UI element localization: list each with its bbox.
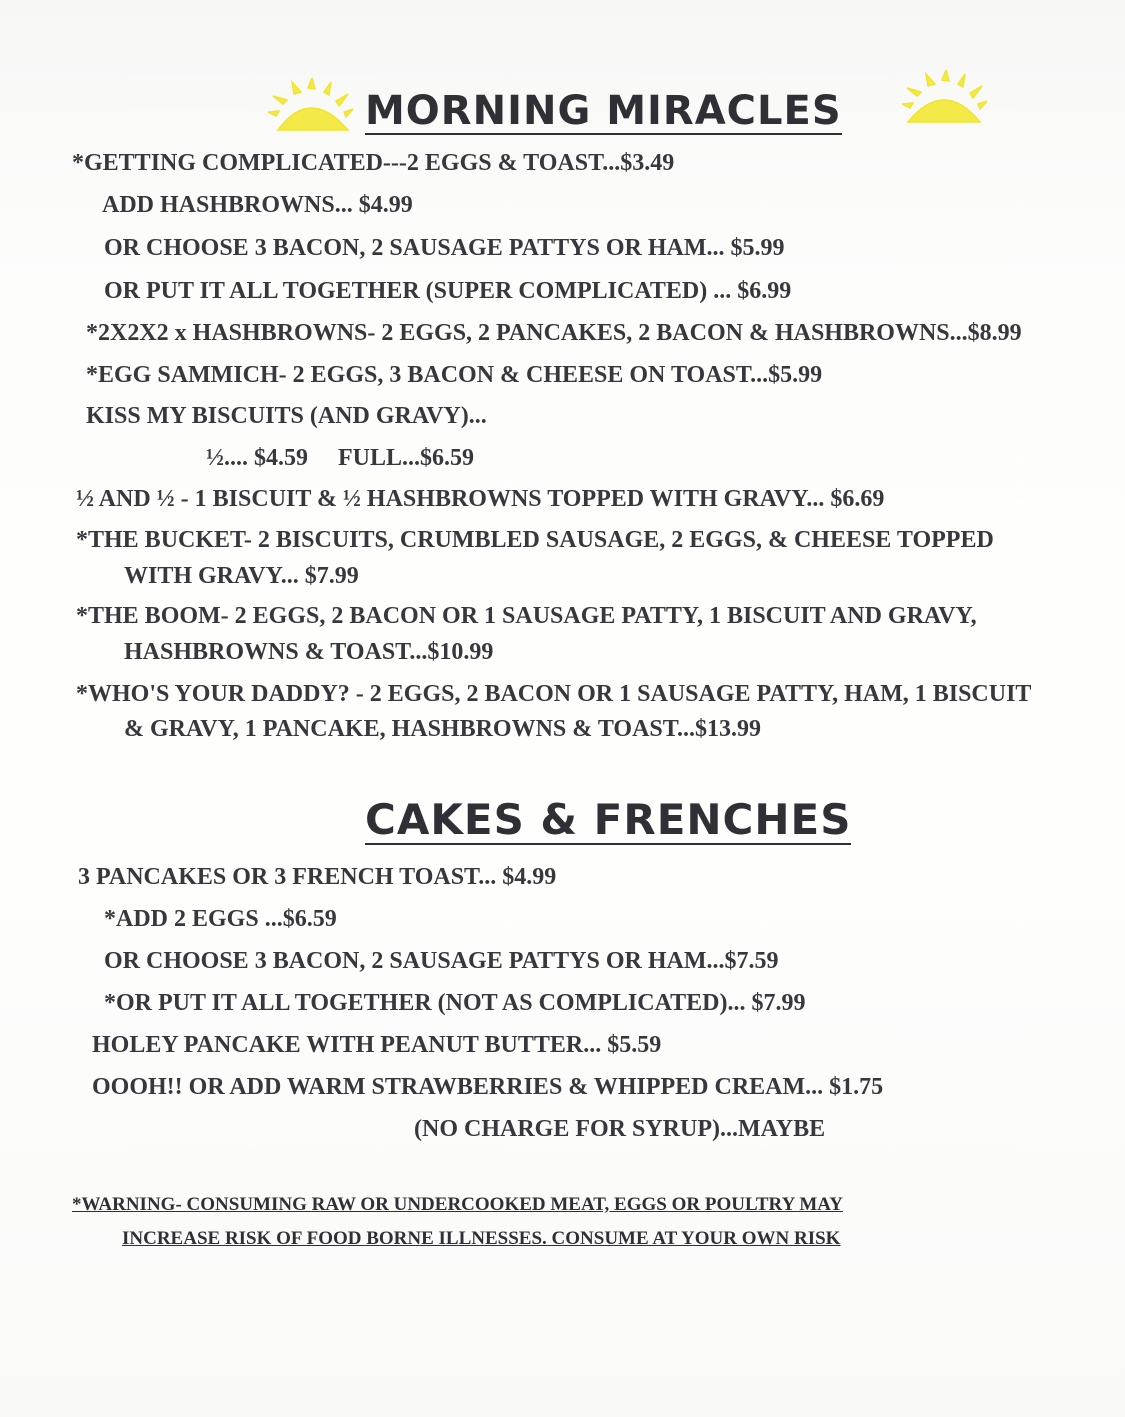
menu-item-add-hashbrowns: ADD HASHBROWNS... $4.99 [102, 192, 413, 218]
menu-item-the-boom-cont: HASHBROWNS & TOAST...$10.99 [124, 639, 494, 665]
food-warning-line-2: INCREASE RISK OF FOOD BORNE ILLNESSES. CONSUME AT YOUR OWN RISK [122, 1228, 841, 1249]
menu-item-choose-meat-cakes: OR CHOOSE 3 BACON, 2 SAUSAGE PATTYS OR HAM...$7.59 [104, 948, 779, 974]
section-title-morning-miracles [365, 88, 842, 135]
menu-item-holey-pancake: HOLEY PANCAKE WITH PEANUT BUTTER... $5.59 [92, 1032, 662, 1058]
section-title-text: CAKES & FRENCHES [365, 795, 852, 844]
menu-item-getting-complicated: *GETTING COMPLICATED---2 EGGS & TOAST...$3.49 [72, 150, 675, 176]
menu-item-choose-meat: OR CHOOSE 3 BACON, 2 SAUSAGE PATTYS OR HAM... $5.99 [104, 235, 785, 261]
menu-item-half-and-half: ½ AND ½ - 1 BISCUIT & ½ HASHBROWNS TOPPED WITH GRAVY... $6.69 [76, 486, 885, 512]
menu-item-whos-your-daddy-cont: & GRAVY, 1 PANCAKE, HASHBROWNS & TOAST...$13.99 [124, 716, 761, 742]
menu-item-biscuits-prices: ½.... $4.59 FULL...$6.59 [206, 445, 475, 471]
menu-note-syrup: (NO CHARGE FOR SYRUP)...MAYBE [414, 1116, 826, 1142]
food-warning-line-1: *WARNING- CONSUMING RAW OR UNDERCOOKED MEAT, EGGS OR POULTRY MAY [72, 1194, 844, 1215]
menu-item-add-eggs: *ADD 2 EGGS ...$6.59 [104, 906, 337, 932]
menu-item-super-complicated: OR PUT IT ALL TOGETHER (SUPER COMPLICATED) ... $6.99 [104, 278, 792, 304]
menu-item-2x2x2: *2X2X2 x HASHBROWNS- 2 EGGS, 2 PANCAKES, 2 BACON & HASHBROWNS...$8.99 [86, 320, 1022, 346]
menu-item-whos-your-daddy: *WHO'S YOUR DADDY? - 2 EGGS, 2 BACON OR 1 SAUSAGE PATTY, HAM, 1 BISCUIT [76, 681, 1032, 707]
menu-item-not-as-complicated: *OR PUT IT ALL TOGETHER (NOT AS COMPLICATED)... $7.99 [104, 990, 806, 1016]
menu-item-the-bucket: *THE BUCKET- 2 BISCUITS, CRUMBLED SAUSAGE, 2 EGGS, & CHEESE TOPPED [76, 527, 994, 553]
sun-right-icon [902, 70, 987, 125]
section-title-text: MORNING MIRACLES [365, 88, 842, 134]
menu-item-the-boom: *THE BOOM- 2 EGGS, 2 BACON OR 1 SAUSAGE PATTY, 1 BISCUIT AND GRAVY, [76, 603, 977, 629]
menu-item-pancakes-or-french-toast: 3 PANCAKES OR 3 FRENCH TOAST... $4.99 [78, 864, 557, 890]
menu-item-the-bucket-cont: WITH GRAVY... $7.99 [124, 563, 359, 589]
menu-item-strawberries-addon: OOOH!! OR ADD WARM STRAWBERRIES & WHIPPED CREAM... $1.75 [92, 1074, 884, 1100]
section-title-cakes-and-frenches [365, 795, 851, 845]
menu-item-egg-sammich: *EGG SAMMICH- 2 EGGS, 3 BACON & CHEESE ON TOAST...$5.99 [86, 362, 823, 388]
sun-left-icon [268, 78, 353, 133]
menu-item-kiss-my-biscuits: KISS MY BISCUITS (AND GRAVY)... [86, 403, 487, 429]
